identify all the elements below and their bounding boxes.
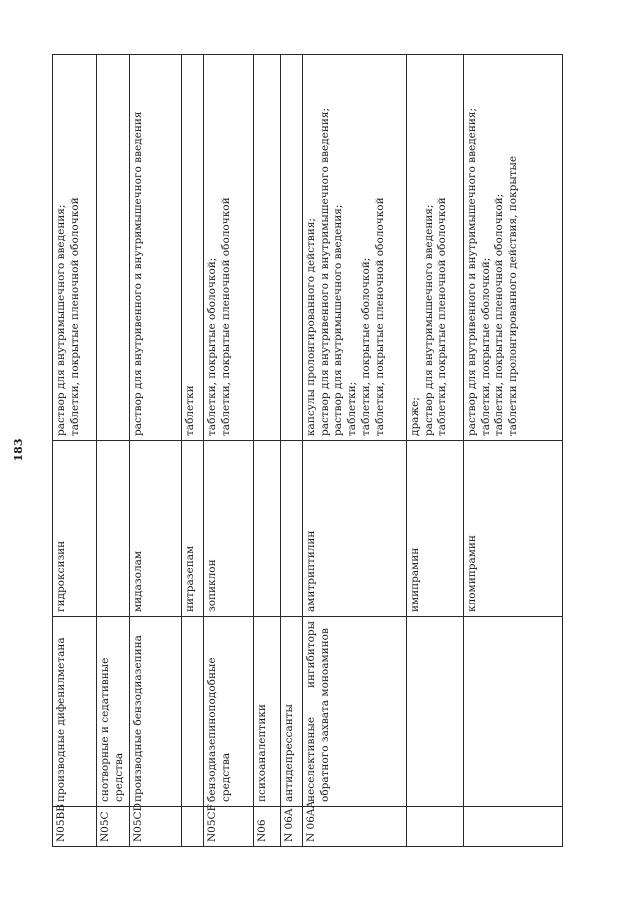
page-number: 183 xyxy=(12,438,25,462)
dosage-form-line: таблетки пролонгированного действия, покрытые xyxy=(507,155,520,436)
group-cell: бензодиазепиноподобные средства xyxy=(203,617,253,807)
group-cell xyxy=(463,617,562,807)
dosage-form-line: капсулы пролонгированного действия; xyxy=(304,218,317,436)
dosage-form-line: таблетки, покрытые оболочкой; xyxy=(479,257,492,436)
atc-code-cell xyxy=(463,807,562,847)
table-row xyxy=(280,55,302,847)
table-row xyxy=(129,55,181,847)
substance-cell xyxy=(280,441,302,617)
dosage-form-line: раствор для внутримышечного введения; xyxy=(332,204,345,436)
dosage-form-line: раствор для внутривенного и внутримышечного введения; xyxy=(318,107,331,436)
dosage-form-line: таблетки, покрытые пленочной оболочкой; xyxy=(493,193,506,436)
table-row xyxy=(97,55,130,847)
atc-code-cell: N05BB xyxy=(53,807,97,847)
dosage-forms-cell xyxy=(181,55,203,441)
group-cell: производные бензодиазепина xyxy=(129,617,181,807)
group-cell xyxy=(181,617,203,807)
atc-code-cell xyxy=(181,807,203,847)
dosage-forms-cell xyxy=(302,55,406,441)
dosage-form-line: таблетки, покрытые оболочкой; xyxy=(205,257,218,436)
substance-cell xyxy=(253,441,280,617)
substance-cell: кломипрамин xyxy=(463,441,562,617)
dosage-form-line: таблетки, покрытые пленочной оболочкой xyxy=(219,197,232,436)
atc-code-cell: N05CF xyxy=(203,807,253,847)
group-cell: производные дифенилметана xyxy=(53,617,97,807)
dosage-forms-cell xyxy=(253,55,280,441)
dosage-form-line: раствор для внутривенного и внутримышечного введения; xyxy=(465,107,478,436)
dosage-form-line: таблетки; xyxy=(346,381,359,436)
atc-code-cell: N 06A xyxy=(280,807,302,847)
substance-cell: зопиклон xyxy=(203,441,253,617)
atc-code-cell: N 06AA xyxy=(302,807,406,847)
table-body xyxy=(53,55,563,847)
dosage-form-line: раствор для внутримышечного введения; xyxy=(422,204,435,436)
dosage-forms-cell xyxy=(280,55,302,441)
substance-cell: нитразепам xyxy=(181,441,203,617)
substance-cell: гидроксизин xyxy=(53,441,97,617)
group-cell: неселективные ингибиторы обратного захвата моноаминов xyxy=(302,617,406,807)
table-row xyxy=(253,55,280,847)
dosage-forms-cell xyxy=(53,55,97,441)
table-row xyxy=(406,55,463,847)
dosage-form-line: таблетки xyxy=(183,385,196,436)
dosage-form-line: раствор для внутримышечного введения; xyxy=(55,204,67,436)
group-cell: снотворные и седативные средства xyxy=(97,617,130,807)
substance-cell: имипрамин xyxy=(406,441,463,617)
dosage-forms-cell xyxy=(463,55,562,441)
atc-code-cell: N05C xyxy=(97,807,130,847)
atc-code-cell: N05CD xyxy=(129,807,181,847)
dosage-form-line: таблетки, покрытые оболочкой; xyxy=(360,257,373,436)
dosage-form-line: таблетки, покрытые пленочной оболочкой xyxy=(68,197,81,436)
dosage-forms-cell xyxy=(97,55,130,441)
dosage-form-line: таблетки, покрытые пленочной оболочкой xyxy=(436,197,449,436)
substance-cell xyxy=(97,441,130,617)
table-row xyxy=(53,55,97,847)
dosage-forms-cell xyxy=(129,55,181,441)
table-row xyxy=(302,55,406,847)
atc-code-cell: N06 xyxy=(253,807,280,847)
table-row xyxy=(463,55,562,847)
dosage-form-line: таблетки, покрытые пленочной оболочкой xyxy=(374,197,387,436)
substance-cell: амитриптилин xyxy=(302,441,406,617)
atc-code-cell xyxy=(406,807,463,847)
group-cell: психоаналептики xyxy=(253,617,280,807)
dosage-forms-cell xyxy=(203,55,253,441)
group-cell: антидепрессанты xyxy=(280,617,302,807)
group-cell xyxy=(406,617,463,807)
dosage-form-line: драже; xyxy=(408,397,421,436)
drug-classification-table xyxy=(52,54,563,847)
dosage-forms-cell xyxy=(406,55,463,441)
table-row xyxy=(203,55,253,847)
dosage-form-line: раствор для внутривенного и внутримышечного введения xyxy=(131,111,144,436)
table-row xyxy=(181,55,203,847)
substance-cell: мидазолам xyxy=(129,441,181,617)
